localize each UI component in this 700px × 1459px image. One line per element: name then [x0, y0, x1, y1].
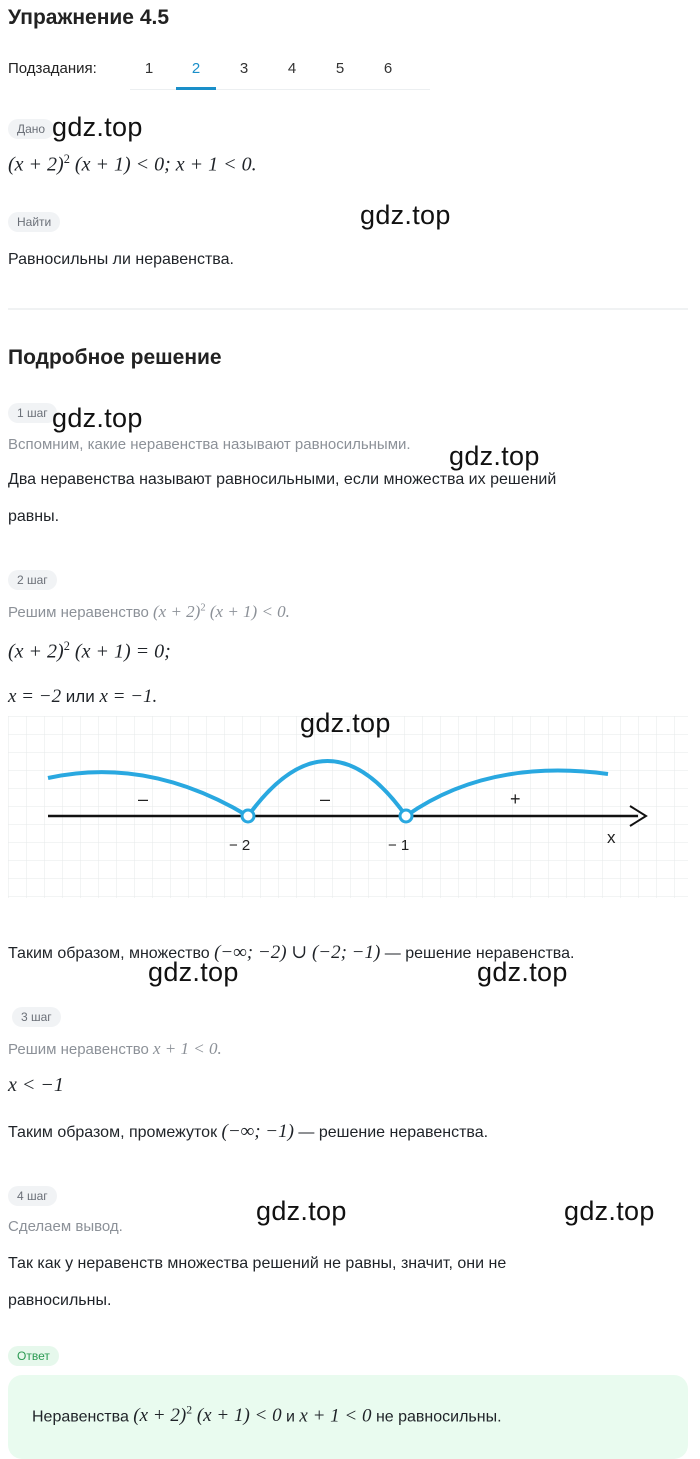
step1-chip: 1 шаг [8, 403, 57, 423]
step2-conclusion: Таким образом, множество (−∞; −2) ∪ (−2; −1) — решение неравенства. [8, 942, 575, 963]
subtasks-label: Подзадания: [8, 60, 97, 77]
step1-text-line2: равны. [8, 508, 60, 525]
step4-chip: 4 шаг [8, 1186, 57, 1206]
sign-right: + [510, 789, 521, 809]
step3-conclusion: Таким образом, промежуток (−∞; −1) — решение неравенства. [8, 1121, 489, 1142]
label-minus-1: − 1 [388, 837, 410, 854]
active-tab-indicator [176, 87, 216, 90]
watermark: gdz.top [449, 441, 540, 471]
step3-chip: 3 шаг [12, 1007, 61, 1027]
watermark: gdz.top [256, 1196, 347, 1226]
tab-4[interactable]: 4 [287, 60, 297, 77]
step1-hint: Вспомним, какие неравенства называют равносильными. [8, 436, 411, 453]
step2-chip: 2 шаг [8, 570, 57, 590]
step2-hint: Решим неравенство $(x + 2)^2$ (x + 1) < 0. [8, 602, 290, 621]
step3-result: x < −1 [8, 1074, 64, 1096]
watermark: gdz.top [360, 200, 451, 230]
given-formula: $(x + 2)^2$ (x + 1) < 0; x + 1 < 0. [8, 152, 257, 176]
axis-label-x: x [607, 828, 616, 847]
root-point-minus-2 [242, 810, 254, 822]
watermark: gdz.top [477, 957, 568, 987]
tab-5[interactable]: 5 [335, 60, 345, 77]
tab-3[interactable]: 3 [239, 60, 249, 77]
step4-hint: Сделаем вывод. [8, 1218, 123, 1235]
label-minus-2: − 2 [229, 837, 251, 854]
sign-left: – [138, 789, 149, 809]
tab-1[interactable]: 1 [144, 60, 154, 77]
answer-text: Неравенства $(x + 2)^2$ (x + 1) < 0 и x + 1 < 0 не равносильны. [32, 1404, 502, 1427]
find-chip: Найти [8, 212, 60, 232]
step2-roots: x = −2 или x = −1. [8, 686, 158, 707]
watermark: gdz.top [300, 708, 391, 738]
watermark: gdz.top [564, 1196, 655, 1226]
step1-text-line1: Два неравенства называют равносильными, если множества их решений [8, 471, 557, 488]
watermark: gdz.top [148, 957, 239, 987]
tab-2[interactable]: 2 [191, 60, 201, 77]
tabs-baseline [130, 89, 430, 90]
given-chip: Дано [8, 119, 54, 139]
root-point-minus-1 [400, 810, 412, 822]
sign-chart [8, 716, 688, 898]
watermark: gdz.top [52, 403, 143, 433]
find-text: Равносильны ли неравенства. [8, 251, 234, 268]
tab-6[interactable]: 6 [383, 60, 393, 77]
page-title: Упражнение 4.5 [8, 6, 170, 29]
step3-hint: Решим неравенство x + 1 < 0. [8, 1039, 222, 1058]
answer-chip: Ответ [8, 1346, 59, 1366]
solution-heading: Подробное решение [8, 346, 222, 369]
step4-text-line2: равносильны. [8, 1292, 112, 1309]
watermark: gdz.top [52, 112, 143, 142]
section-divider [8, 308, 688, 310]
step2-equation: $(x + 2)^2$ (x + 1) = 0; [8, 639, 171, 663]
sign-middle: – [320, 789, 331, 809]
grid-background [8, 716, 688, 898]
step4-text-line1: Так как у неравенств множества решений не равны, значит, они не [8, 1255, 507, 1272]
